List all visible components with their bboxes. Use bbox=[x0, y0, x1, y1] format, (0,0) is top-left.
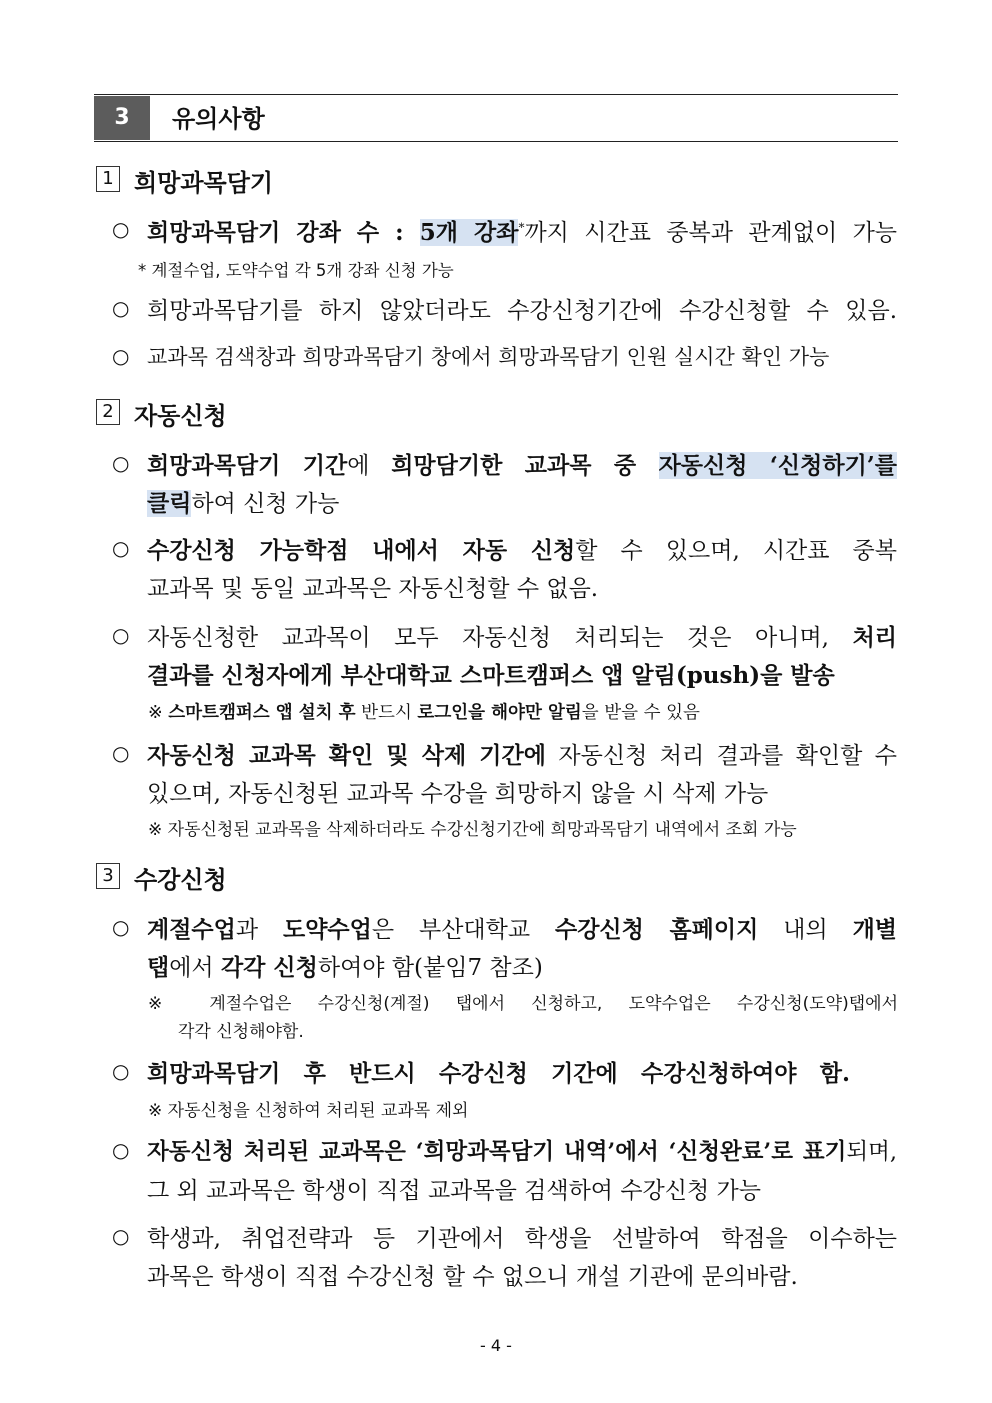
sub1-bullet-1: 희망과목담기 강좌 수 : 5개 강좌*까지 시간표 중복과 관계없이 가능 bbox=[147, 219, 898, 246]
bullet-icon: ○ bbox=[112, 536, 130, 560]
sub2-bullet-4-line2: 있으며, 자동신청된 교과목 수강을 희망하지 않을 시 삭제 가능 bbox=[147, 781, 769, 807]
subsection-3-title: 수강신청 bbox=[134, 866, 227, 894]
section-title: 유의사항 bbox=[172, 105, 265, 133]
section-top-rule bbox=[94, 94, 898, 95]
bullet-icon: ○ bbox=[112, 915, 130, 939]
sub3-bullet-3-line1: 자동신청 처리된 교과목은 ‘희망과목담기 내역’에서 ‘신청완료’로 표기되며, bbox=[147, 1139, 897, 1165]
highlight: 5개 강좌 bbox=[419, 219, 519, 246]
section-number: 3 bbox=[94, 96, 150, 140]
bullet-icon: ○ bbox=[112, 344, 130, 368]
sub3-note-2: ※ 자동신청을 신청하여 처리된 교과목 제외 bbox=[148, 1101, 469, 1121]
sub2-note-4: ※ 자동신청된 교과목을 삭제하더라도 수강신청기간에 희망과목담기 내역에서 조회 가능 bbox=[148, 820, 797, 840]
section-bottom-rule bbox=[94, 141, 898, 142]
sub1-bullet-3: 교과목 검색창과 희망과목담기 창에서 희망과목담기 인원 실시간 확인 가능 bbox=[147, 345, 830, 369]
sub3-bullet-1-line1: 계절수업과 도약수업은 부산대학교 수강신청 홈페이지 내의 개별 bbox=[147, 916, 897, 943]
sub2-bullet-4-line1: 자동신청 교과목 확인 및 삭제 기간에 자동신청 처리 결과를 확인할 수 bbox=[147, 742, 898, 769]
bullet-icon: ○ bbox=[112, 1224, 130, 1248]
page-number: - 4 - bbox=[480, 1336, 512, 1355]
bullet-icon: ○ bbox=[112, 451, 130, 475]
subsection-3-number: 3 bbox=[96, 863, 120, 889]
sub3-bullet-4-line2: 과목은 학생이 직접 수강신청 할 수 없으니 개설 기관에 문의바람. bbox=[147, 1264, 798, 1290]
sub2-bullet-1-line2: 클릭하여 신청 가능 bbox=[147, 490, 340, 517]
subsection-1-number: 1 bbox=[96, 166, 120, 192]
sub3-note-1-line2: 각각 신청해야함. bbox=[178, 1022, 304, 1042]
bullet-icon: ○ bbox=[112, 217, 130, 241]
subsection-2-number: 2 bbox=[96, 399, 120, 425]
highlight: 자동신청 ‘신청하기’를 bbox=[658, 452, 898, 479]
sub3-note-1-line1: ※ 계절수업은 수강신청(계절) 탭에서 신청하고, 도약수업은 수강신청(도약)탭에서 bbox=[148, 994, 898, 1014]
bullet-icon: ○ bbox=[112, 1138, 130, 1162]
sub3-bullet-2: 희망과목담기 후 반드시 수강신청 기간에 수강신청하여야 함. bbox=[147, 1060, 850, 1087]
sub2-bullet-2-line2: 교과목 및 동일 교과목은 자동신청할 수 없음. bbox=[147, 576, 599, 602]
sub2-note-3: ※ 스마트캠퍼스 앱 설치 후 반드시 로그인을 해야만 알림을 받을 수 있음 bbox=[148, 703, 700, 723]
sub1-bullet-2: 희망과목담기를 하지 않았더라도 수강신청기간에 수강신청할 수 있음. bbox=[147, 298, 897, 324]
sub2-bullet-1-line1: 희망과목담기 기간에 희망담기한 교과목 중 자동신청 ‘신청하기’를 bbox=[147, 452, 898, 479]
highlight: 클릭 bbox=[147, 490, 192, 517]
bullet-icon: ○ bbox=[112, 623, 130, 647]
sub2-bullet-3-line2: 결과를 신청자에게 부산대학교 스마트캠퍼스 앱 알림(push)을 발송 bbox=[147, 662, 835, 689]
sub2-bullet-2-line1: 수강신청 가능학점 내에서 자동 신청할 수 있으며, 시간표 중복 bbox=[147, 537, 897, 564]
sub2-bullet-3-line1: 자동신청한 교과목이 모두 자동신청 처리되는 것은 아니며, 처리 bbox=[147, 624, 897, 651]
sub3-bullet-4-line1: 학생과, 취업전략과 등 기관에서 학생을 선발하여 학점을 이수하는 bbox=[147, 1226, 897, 1252]
sub3-bullet-3-line2: 그 외 교과목은 학생이 직접 교과목을 검색하여 수강신청 가능 bbox=[147, 1178, 761, 1204]
sub1-note-1: * 계절수업, 도약수업 각 5개 강좌 신청 가능 bbox=[138, 261, 454, 280]
subsection-1-title: 희망과목담기 bbox=[134, 169, 274, 197]
subsection-2-title: 자동신청 bbox=[134, 402, 227, 430]
bullet-icon: ○ bbox=[112, 296, 130, 320]
bullet-icon: ○ bbox=[112, 1059, 130, 1083]
bullet-icon: ○ bbox=[112, 741, 130, 765]
sub3-bullet-1-line2: 탭에서 각각 신청하여야 함(붙임7 참조) bbox=[147, 954, 543, 981]
